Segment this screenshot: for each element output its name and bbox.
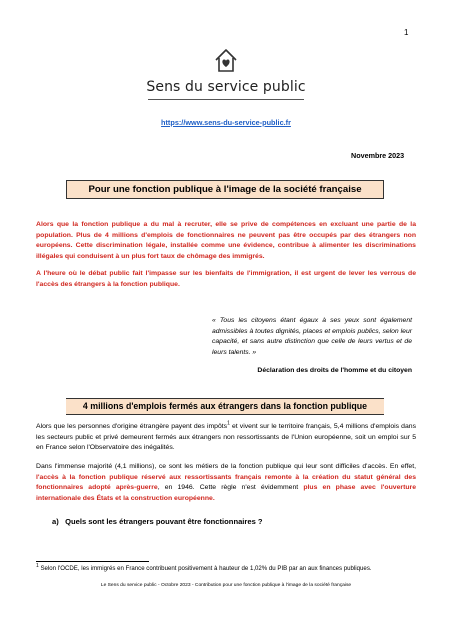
body-p2-highlight-2: plus en phase avec l'ouverture internationale des États et la construction européenne.	[36, 484, 416, 502]
document-title-box	[66, 180, 384, 199]
house-heart-icon	[212, 46, 240, 74]
intro-paragraph-1: Alors que la fonction publique a du mal à recruter, elle se prive de compétences en excluant une partie de la population. Plus de 4 millions d'emplois de fonctionnaires ne peuvent pas être occupés par des étrangers non européens. Cette discrimination légale, installée comme une évidence, contribue à alimenter les discriminations illégales qui conduisent à un plus fort taux de chômage des immigrés.	[36, 221, 416, 260]
quote-text: « Tous les citoyens étant égaux à ses yeux sont également admissibles à toutes dignités, places et emplois publics, selon leur capacité, et sans autre distinction que celle de leurs vertus et de leurs talents. »	[212, 317, 412, 356]
website-link[interactable]: https://www.sens-du-service-public.fr	[161, 118, 291, 127]
section-title: 4 millions d'emplois fermés aux étrangers dans la fonction publique	[82, 401, 368, 411]
section-title-box	[66, 398, 384, 415]
page-number: 1	[404, 28, 409, 37]
footnote-ref[interactable]: 1	[227, 420, 230, 427]
logo-text: Sens du service public	[146, 79, 306, 95]
body-paragraph-2	[36, 462, 416, 504]
logo-underline	[148, 99, 304, 100]
intro-paragraph-2: A l'heure où le débat public fait l'impasse sur les bienfaits de l'immigration, il est urgent de lever les verrous de l'accès des étrangers à la fonction publique.	[36, 270, 416, 288]
document-title: Pour une fonction publique à l'image de la société française	[88, 184, 362, 195]
quote-source: Déclaration des droits de l'homme et du citoyen	[257, 367, 412, 374]
body-paragraph-1	[36, 422, 416, 454]
body-p2-text-b: , en 1946. Cette règle n'est évidemment	[157, 484, 304, 492]
footnote-text: Selon l'OCDE, les immigrés en France contribuent positivement à hauteur de 1,02% du PIB par an aux finances publiques.	[38, 565, 372, 572]
subheading-a: a) Quels sont les étrangers pouvant être fonctionnaires ?	[52, 517, 263, 526]
body-p2-text-a: Dans l'immense majorité (4,1 millions), ce sont les métiers de la fonction publique qui leur sont difficiles d'accès. En effet,	[36, 463, 416, 470]
body-p2-highlight-1: l'accès à la fonction publique réservé aux ressortissants français remonte à la création du statut général des fonctionnaires adopté après-guerre	[36, 473, 416, 492]
footnote-divider	[36, 561, 149, 562]
body-p1-text-a: Alors que les personnes d'origine étrangère payent des impôts	[36, 423, 228, 430]
footnote-number: 1	[36, 562, 39, 569]
document-date: Novembre 2023	[351, 151, 405, 160]
footnote	[36, 562, 416, 572]
page-footer: Le Sens du service public - Octobre 2023 - Contribution pour une fonction publique à l'image de la société française	[100, 583, 352, 588]
body-p1-text-b: et vivent sur le territoire français, 5,4 millions d'emplois dans les secteurs public et privé demeurent fermés aux étrangers non ressortissants de l'Union européenne, soit un emploi sur 5 en France selon l'Observatoire des inégalités.	[36, 423, 417, 452]
